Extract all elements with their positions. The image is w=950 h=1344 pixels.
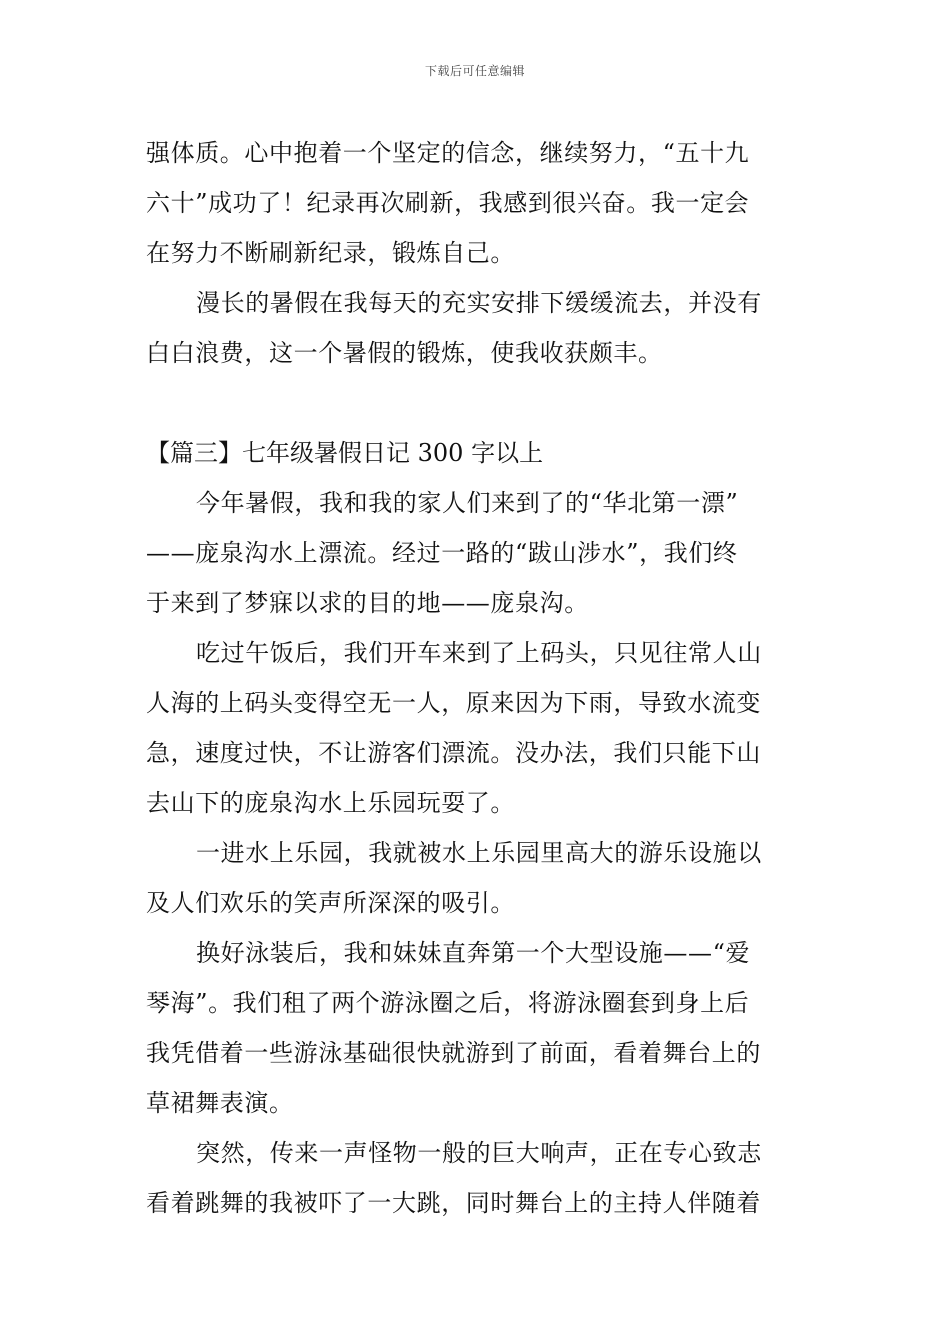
text-line: 我凭借着一些游泳基础很快就游到了前面，看着舞台上的 (146, 1039, 761, 1067)
text-line: 换好泳装后，我和妹妹直奔第一个大型设施——“爱 (196, 939, 751, 967)
text-line: 急，速度过快，不让游客们漂流。没办法，我们只能下山 (146, 739, 761, 767)
document-body (146, 128, 808, 1228)
text-line: 草裙舞表演。 (146, 1089, 294, 1117)
text-line: ——庞泉沟水上漂流。经过一路的“跋山涉水”，我们终 (146, 539, 738, 567)
page-header: 下载后可任意编辑 (424, 64, 525, 78)
paragraph (146, 828, 808, 928)
section-heading: 【篇三】七年级暑假日记 300 字以上 (146, 439, 544, 467)
paragraph (146, 128, 808, 278)
text-line: 六十”成功了！纪录再次刷新，我感到很兴奋。我一定会 (146, 189, 750, 217)
text-line: 及人们欢乐的笑声所深深的吸引。 (146, 889, 515, 917)
text-line: 白白浪费，这一个暑假的锻炼，使我收获颇丰。 (146, 339, 663, 367)
paragraph (146, 1128, 808, 1228)
text-line: 漫长的暑假在我每天的充实安排下缓缓流去，并没有 (196, 289, 762, 317)
paragraph (146, 928, 808, 1128)
text-line: 看着跳舞的我被吓了一大跳，同时舞台上的主持人伴随着 (146, 1189, 761, 1217)
spacer (146, 378, 808, 428)
text-line: 在努力不断刷新纪录，锻炼自己。 (146, 239, 515, 267)
paragraph (146, 628, 808, 828)
text-line: 突然，传来一声怪物一般的巨大响声，正在专心致志 (196, 1139, 762, 1167)
text-line: 琴海”。我们租了两个游泳圈之后，将游泳圈套到身上后 (146, 989, 750, 1017)
text-line: 人海的上码头变得空无一人，原来因为下雨，导致水流变 (146, 689, 761, 717)
paragraph (146, 278, 808, 378)
text-line: 一进水上乐园，我就被水上乐园里高大的游乐设施以 (196, 839, 762, 867)
text-line: 去山下的庞泉沟水上乐园玩耍了。 (146, 789, 515, 817)
text-line: 吃过午饭后，我们开车来到了上码头，只见往常人山 (196, 639, 762, 667)
paragraph (146, 478, 808, 628)
text-line: 今年暑假，我和我的家人们来到了的“华北第一漂” (196, 489, 739, 517)
text-line: 于来到了梦寐以求的目的地——庞泉沟。 (146, 589, 589, 617)
text-line: 强体质。心中抱着一个坚定的信念，继续努力，“五十九 (146, 139, 750, 167)
